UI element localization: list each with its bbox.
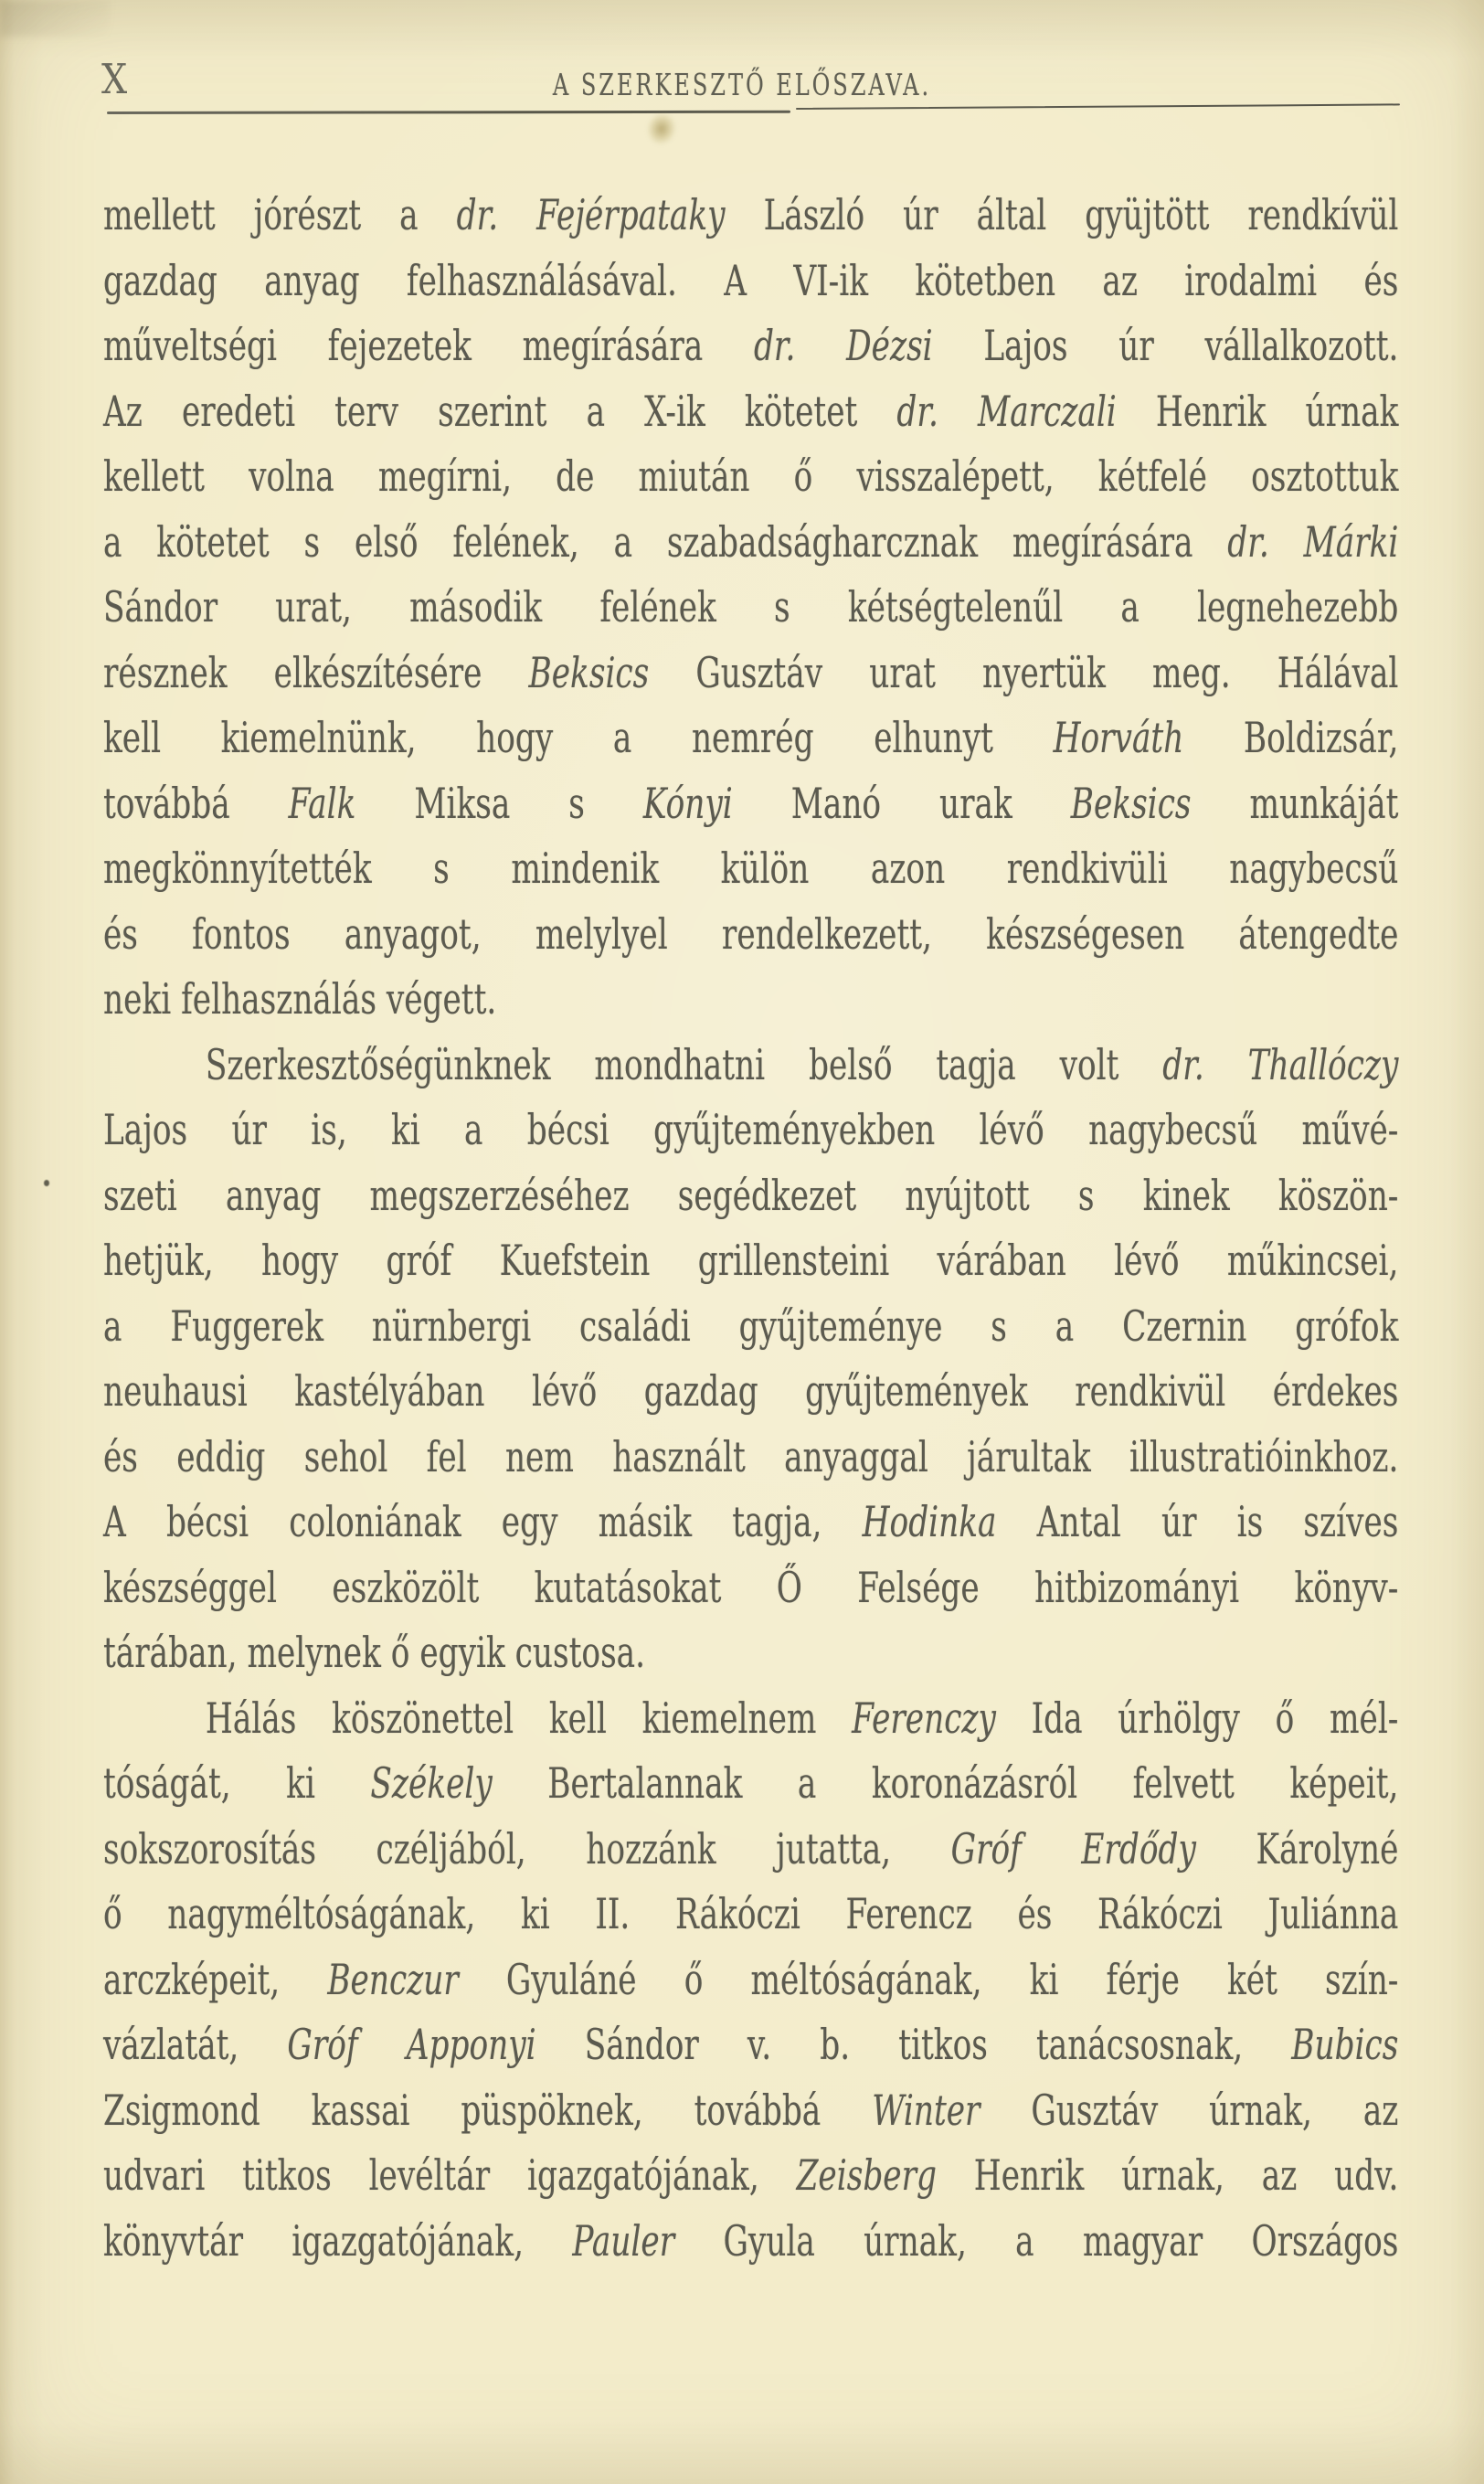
text-segment: sokszorosítás czéljából, hozzánk jutatta, <box>103 1823 951 1874</box>
text-line <box>103 1882 1398 1948</box>
text-segment: Az eredeti terv szerint a X-ik kötetet <box>103 386 897 436</box>
text-line <box>103 1033 1398 1099</box>
text-segment: és eddig sehol fel nem használt anyaggal járultak illustratióinkhoz. <box>103 1431 1399 1481</box>
text-segment: neuhausi kastélyában lévő gazdag gyűjtemények rendkivül érdekes <box>103 1366 1399 1416</box>
italic-name-segment: dr. Thallóczy <box>1162 1039 1399 1089</box>
text-line <box>103 2209 1398 2275</box>
italic-name-segment: Falk <box>288 778 356 828</box>
text-segment: vázlatát, <box>103 2020 288 2069</box>
text-line <box>103 641 1398 706</box>
italic-name-segment: Székely <box>370 1758 493 1808</box>
text-segment: Lajos úr vállalkozott. <box>932 321 1399 370</box>
page-number: X <box>101 55 128 103</box>
text-segment: Sándor v. b. titkos tanácsosnak, <box>535 2020 1292 2069</box>
text-line <box>103 379 1398 445</box>
italic-name-segment: Beksics <box>528 647 650 697</box>
text-segment: Sándor urat, második felének s kétségtelenűl a legnehezebb <box>103 582 1399 632</box>
text-segment: Gyula úrnak, a magyar Országos <box>674 2215 1399 2266</box>
text-line <box>103 1098 1398 1163</box>
text-line <box>103 967 1398 1033</box>
text-line <box>103 2012 1398 2078</box>
italic-name-segment: dr. Márki <box>1227 516 1399 567</box>
italic-name-segment: Zeisberg <box>796 2150 937 2200</box>
text-segment: neki felhasználás végett. <box>103 974 497 1024</box>
text-segment: kellett volna megírni, de miután ő visszalépett, kétfelé osztottuk <box>103 451 1399 501</box>
italic-name-segment: dr. Dézsi <box>753 321 933 370</box>
text-line <box>103 1620 1398 1686</box>
text-segment: kell kiemelnünk, hogy a nemrég elhunyt <box>103 713 1054 762</box>
italic-name-segment: Ferenczy <box>852 1693 996 1743</box>
paper-ink-speck <box>44 1180 49 1186</box>
text-segment: a kötetet s első felének, a szabadságharcznak megírására <box>103 516 1228 567</box>
text-segment: megkönnyítették s mindenik külön azon rendkivüli nagybecsű <box>103 844 1399 893</box>
text-segment: Bertalannak a koronázásról felvett képeit, <box>492 1758 1399 1808</box>
text-segment: szeti anyag megszerzéséhez segédkezet nyújtott s kinek köszön- <box>103 1170 1399 1220</box>
italic-name-segment: dr. Marczali <box>896 386 1117 436</box>
text-segment: arczképeit, <box>103 1954 328 2004</box>
text-segment: Boldizsár, <box>1183 713 1399 762</box>
text-segment: Károlyné <box>1195 1823 1399 1874</box>
text-line <box>103 902 1398 968</box>
text-line <box>103 1686 1398 1752</box>
text-line <box>103 1228 1398 1294</box>
text-segment: műveltségi fejezetek megírására <box>103 321 754 370</box>
text-segment: továbbá <box>103 778 289 828</box>
text-line <box>103 1425 1398 1491</box>
text-segment: Ida úrhölgy ő mél- <box>995 1693 1399 1743</box>
text-line <box>103 706 1398 771</box>
text-line <box>103 249 1398 314</box>
text-line <box>103 1163 1398 1229</box>
italic-name-segment: Benczur <box>327 1954 459 2004</box>
text-segment: gazdag anyag felhasználásával. A VI-ik kötetben az irodalmi és <box>103 255 1399 305</box>
text-line <box>103 2078 1398 2144</box>
text-segment: munkáját <box>1191 778 1399 828</box>
text-line <box>103 510 1398 576</box>
text-segment: udvari titkos levéltár igazgatójának, <box>103 2150 797 2200</box>
italic-name-segment: Winter <box>872 2085 980 2135</box>
text-segment: mellett jórészt a <box>103 190 457 239</box>
text-line <box>103 1948 1398 2013</box>
text-line <box>103 575 1398 641</box>
header-rule-left-segment <box>107 111 790 114</box>
text-line <box>103 183 1398 249</box>
text-segment: Henrik úrnak, az udv. <box>936 2150 1399 2200</box>
text-segment: könyvtár igazgatójának, <box>103 2215 573 2266</box>
text-segment: Lajos úr is, ki a bécsi gyűjteményekben lévő nagybecsű művé- <box>103 1105 1399 1154</box>
text-line <box>103 1555 1398 1621</box>
text-line <box>103 444 1398 510</box>
text-line <box>103 1490 1398 1555</box>
text-segment: Hálás köszönettel kell kiemelnem <box>205 1693 853 1743</box>
text-segment: Szerkesztőségünknek mondhatni belső tagja volt <box>205 1039 1163 1089</box>
text-line <box>103 1751 1398 1817</box>
text-segment: Zsigmond kassai püspöknek, továbbá <box>103 2085 873 2135</box>
text-segment: Gyuláné ő méltóságának, ki férje két szín- <box>458 1954 1399 2004</box>
italic-name-segment: Kónyi <box>642 778 733 828</box>
text-line <box>103 1294 1398 1360</box>
text-segment: A bécsi coloniának egy másik tagja, <box>103 1497 863 1546</box>
text-segment: hetjük, hogy gróf Kuefstein grillensteini várában lévő műkincsei, <box>103 1236 1399 1285</box>
text-segment: Henrik úrnak <box>1116 386 1399 436</box>
text-segment: és fontos anyagot, melylyel rendelkezett, készségesen átengedte <box>103 908 1399 959</box>
text-line <box>103 836 1398 902</box>
italic-name-segment: Beksics <box>1070 778 1192 828</box>
text-segment: Gusztáv úrnak, az <box>980 2085 1399 2135</box>
text-line <box>103 1817 1398 1883</box>
text-segment: készséggel eszközölt kutatásokat Ő Felsége hitbizományi könyv- <box>103 1562 1399 1612</box>
italic-name-segment: Gróf Apponyi <box>287 2020 536 2069</box>
text-segment: Miksa s <box>355 778 643 828</box>
text-line <box>103 771 1398 837</box>
italic-name-segment: Hodinka <box>862 1497 997 1546</box>
body-text <box>103 183 1398 2274</box>
header-rule-right-segment <box>796 103 1400 110</box>
italic-name-segment: Bubics <box>1291 2020 1399 2069</box>
italic-name-segment: Horváth <box>1053 713 1184 762</box>
text-segment: ő nagyméltóságának, ki II. Rákóczi Ferencz és Rákóczi Juliánna <box>103 1889 1399 1938</box>
text-line <box>103 2143 1398 2209</box>
italic-name-segment: dr. Fejérpataky <box>456 190 726 239</box>
text-line <box>103 313 1398 379</box>
page-corner-shading <box>0 0 110 37</box>
text-segment: tóságát, ki <box>103 1758 371 1808</box>
text-segment: Gusztáv urat nyertük meg. Hálával <box>649 647 1399 697</box>
text-segment: László úr által gyüjtött rendkívül <box>725 190 1399 239</box>
text-segment: tárában, melynek ő egyik custosa. <box>103 1628 646 1677</box>
paper-smudge-stain <box>643 109 681 148</box>
italic-name-segment: Gróf Erdődy <box>950 1823 1196 1874</box>
text-segment: a Fuggerek nürnbergi családi gyűjteménye s a Czernin grófok <box>103 1300 1399 1351</box>
text-segment: Antal úr is szíves <box>996 1497 1399 1546</box>
text-segment: résznek elkészítésére <box>103 647 529 697</box>
text-segment: Manó urak <box>732 778 1071 828</box>
text-line <box>103 1359 1398 1425</box>
italic-name-segment: Pauler <box>572 2215 675 2266</box>
running-title: A SZERKESZTŐ ELŐSZAVA. <box>552 67 932 102</box>
